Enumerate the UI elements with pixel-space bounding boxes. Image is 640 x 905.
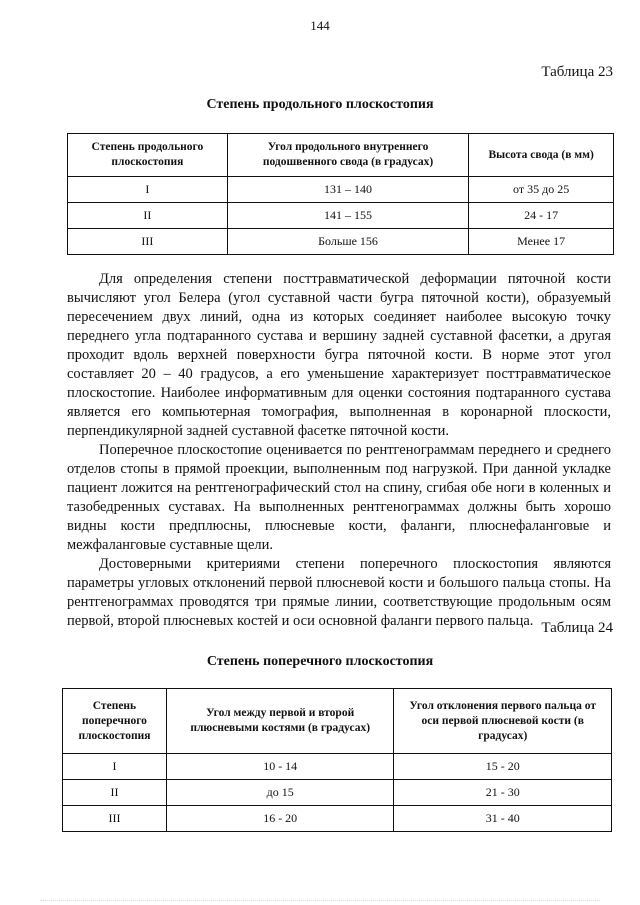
table-cell: I	[63, 754, 167, 780]
table-cell: II	[68, 203, 228, 229]
table-24-header-hallux-angle: Угол отклонения первого пальца от оси первой плюсневой кости (в градусах)	[394, 689, 612, 754]
page-number: 144	[310, 18, 330, 33]
table-cell: III	[63, 806, 167, 832]
table-23-label: Таблица 23	[541, 64, 613, 80]
table-cell: 141 – 155	[227, 203, 469, 229]
table-24-header-row	[63, 689, 612, 754]
table-row	[63, 806, 612, 832]
table-row	[68, 177, 614, 203]
table-23-header-arch-height: Высота свода (в мм)	[469, 134, 614, 177]
paragraph-transverse-xray: Поперечное плоскостопие оценивается по рентгенограммам переднего и среднего отделов стопы в прямой проекции, выполненным под нагрузкой. При данной укладке пациент ложится на рентгенографический стол на спину, сгибая обе ноги в коленных и тазобедренных суставах. На выполненных рентгенограммах должны быть хорошо видны кости предплюсны, плюсневые кости, фаланги, плюснефаланговые и межфаланговые суставные щели.	[67, 442, 611, 553]
table-cell: Менее 17	[469, 229, 614, 255]
table-23-header-degree: Степень продольного плоскостопия	[68, 134, 228, 177]
table-24-header-intermetatarsal-angle: Угол между первой и второй плюсневыми костями (в градусах)	[166, 689, 394, 754]
table-24-title: Степень поперечного плоскостопия	[206, 654, 434, 669]
table-cell: 131 – 140	[227, 177, 469, 203]
table-24-label: Таблица 24	[541, 620, 613, 636]
table-24	[62, 688, 612, 832]
table-24-header-degree: Степень поперечного плоскостопия	[63, 689, 167, 754]
table-row	[68, 203, 614, 229]
table-23	[67, 133, 614, 255]
table-23-header-row	[68, 134, 614, 177]
table-cell: Больше 156	[227, 229, 469, 255]
table-cell: от 35 до 25	[469, 177, 614, 203]
table-cell: до 15	[166, 780, 394, 806]
paragraph-criteria: Достоверными критериями степени поперечного плоскостопия являются параметры угловых отклонений первой плюсневой кости и большого пальца стопы. На рентгенограммах проводятся три прямые линии, соответствующие продольным осям первой, второй плюсневых костей и оси основной фаланги первого пальца.	[67, 556, 611, 629]
table-cell: 21 - 30	[394, 780, 612, 806]
body-text	[67, 270, 611, 631]
table-row	[63, 780, 612, 806]
table-cell: I	[68, 177, 228, 203]
footer-scan-noise	[40, 900, 600, 901]
table-cell: III	[68, 229, 228, 255]
paragraph-boehler-angle: Для определения степени посттравматической деформации пяточной кости вычисляют угол Белера (угол суставной части бугра пяточной кости), образуемый пересечением двух линий, одна из которых соединяет наиболее высокую точку переднего угла подтаранного сустава и вершину задней суставной фасетки, а другая проходит вдоль верхней поверхности бугра пяточной кости. В норме этот угол составляет 20 – 40 градусов, а его уменьшение характеризует посттравматическое плоскостопие. Наиболее информативным для оценки состояния подтаранного сустава является его компьютерная томография, выполненная в коронарной плоскости, перпендикулярной задней суставной фасетке пяточной кости.	[67, 271, 611, 439]
table-cell: 10 - 14	[166, 754, 394, 780]
table-row	[63, 754, 612, 780]
table-cell: 16 - 20	[166, 806, 394, 832]
table-cell: 15 - 20	[394, 754, 612, 780]
table-cell: II	[63, 780, 167, 806]
table-cell: 31 - 40	[394, 806, 612, 832]
table-cell: 24 - 17	[469, 203, 614, 229]
table-23-header-angle: Угол продольного внутреннего подошвенного свода (в градусах)	[227, 134, 469, 177]
table-23-title: Степень продольного плоскостопия	[206, 97, 434, 112]
table-row	[68, 229, 614, 255]
